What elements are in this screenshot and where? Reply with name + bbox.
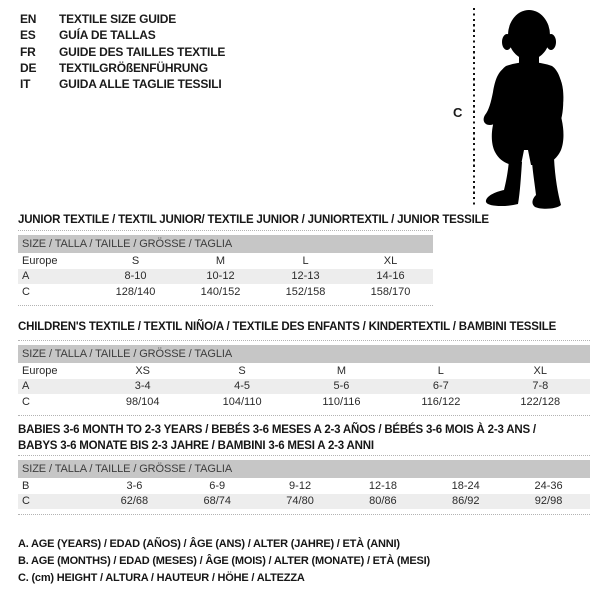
table-row: [18, 394, 590, 410]
value-cell: 92/98: [507, 494, 590, 510]
value-cell: 80/86: [341, 494, 424, 510]
baby-silhouette: [477, 4, 595, 216]
value-cell: 24-36: [534, 479, 563, 492]
size-table: [18, 345, 590, 410]
language-row: [20, 11, 225, 27]
value-cell: XL: [383, 254, 398, 267]
value-cell: 74/80: [259, 494, 342, 510]
value-cell: 3-6: [126, 479, 143, 492]
row-label-cell: Europe: [22, 364, 58, 377]
junior-table-title: JUNIOR TEXTILE / TEXTIL JUNIOR/ TEXTILE JUNIOR / JUNIORTEXTIL / JUNIOR TESSILE: [18, 214, 489, 226]
row-label-cell: A: [18, 379, 93, 395]
value-cell: XL: [533, 364, 548, 377]
value-cell: 14-16: [348, 269, 433, 285]
value-cell: M: [215, 254, 226, 267]
value-cell: 12-18: [368, 479, 397, 492]
table-row: [18, 253, 433, 269]
value-cell: 86/92: [424, 494, 507, 510]
table-row: [18, 284, 433, 300]
value-cell: 116/122: [421, 395, 461, 408]
row-label-cell: C: [22, 285, 30, 298]
value-cell: 140/152: [200, 285, 241, 298]
value-cell: 152/158: [285, 285, 326, 298]
language-row: [20, 60, 225, 76]
height-marker-label: C: [453, 105, 463, 120]
value-cell: S: [238, 364, 246, 377]
size-table: [18, 235, 433, 300]
table-row: [18, 269, 433, 285]
height-measure-line: [473, 8, 475, 207]
value-cell: S: [131, 254, 140, 267]
row-label-cell: Europe: [22, 254, 58, 267]
language-title-block: [20, 11, 225, 92]
value-cell: 4-5: [192, 379, 291, 395]
language-title: TEXTILE SIZE GUIDE: [59, 12, 177, 26]
language-code: IT: [20, 77, 31, 92]
size-table: [18, 460, 590, 509]
value-cell: 128/140: [115, 285, 156, 298]
size-header-bar: SIZE / TALLA / TAILLE / GRÖSSE / TAGLIA: [18, 345, 590, 363]
size-header-bar: SIZE / TALLA / TAILLE / GRÖSSE / TAGLIA: [18, 235, 433, 253]
table-row: [18, 478, 590, 494]
row-label-cell: A: [18, 269, 93, 285]
value-cell: 9-12: [289, 479, 312, 492]
value-cell: 18-24: [451, 479, 480, 492]
children-size-table: [18, 340, 590, 416]
row-label-cell: B: [22, 479, 30, 492]
row-label-cell: C: [18, 494, 93, 510]
value-cell: 5-6: [292, 379, 391, 395]
language-row: [20, 76, 225, 92]
size-header-bar: SIZE / TALLA / TAILLE / GRÖSSE / TAGLIA: [18, 460, 590, 478]
language-row: [20, 27, 225, 43]
language-row: [20, 44, 225, 60]
footnote-a: A. AGE (YEARS) / EDAD (AÑOS) / ÂGE (ANS) / ALTER (JAHRE) / ETÀ (ANNI): [18, 538, 400, 550]
value-cell: M: [336, 364, 347, 377]
value-cell: 110/116: [322, 395, 361, 408]
value-cell: 12-13: [263, 269, 348, 285]
value-cell: 98/104: [125, 395, 160, 408]
language-title: GUIDA ALLE TAGLIE TESSILI: [59, 77, 222, 92]
table-row: [18, 494, 590, 510]
babies-size-table: [18, 455, 590, 515]
value-cell: 158/170: [370, 285, 411, 298]
footnotes: [18, 536, 430, 586]
junior-size-table: [18, 230, 433, 306]
language-title: GUÍA DE TALLAS: [59, 28, 156, 43]
value-cell: 122/128: [520, 395, 561, 408]
footnote-c: C. (cm) HEIGHT / ALTURA / HAUTEUR / HÖHE / ALTEZZA: [18, 571, 305, 584]
value-cell: 10-12: [178, 269, 263, 285]
value-cell: L: [437, 364, 444, 377]
row-label-cell: C: [22, 395, 30, 408]
children-table-title: CHILDREN'S TEXTILE / TEXTIL NIÑO/A / TEXTILE DES ENFANTS / KINDERTEXTIL / BAMBINI TESSILE: [18, 321, 557, 333]
value-cell: 7-8: [491, 379, 590, 395]
footnote-b: B. AGE (MONTHS) / EDAD (MESES) / ÂGE (MOIS) / ALTER (MONATE) / ETÀ (MESI): [18, 554, 430, 567]
value-cell: 68/74: [176, 494, 259, 510]
language-code: DE: [20, 60, 37, 75]
value-cell: 3-4: [93, 379, 192, 395]
language-title: GUIDE DES TAILLES TEXTILE: [59, 44, 226, 59]
babies-table-title: BABIES 3-6 MONTH TO 2-3 YEARS / BEBÉS 3-6 MESES A 2-3 AÑOS / BÉBÉS 3-6 MOIS À 2-3 ANS / BABYS 3-6 MONATE BIS 2-3 JAHRE / BAMBINI 3-6 MESI A 2-3 ANNI: [18, 424, 536, 452]
language-code: ES: [20, 28, 36, 43]
table-row: [18, 363, 590, 379]
value-cell: XS: [135, 364, 151, 377]
value-cell: L: [302, 254, 309, 267]
value-cell: 8-10: [93, 269, 178, 285]
language-code: EN: [20, 12, 37, 26]
value-cell: 104/110: [222, 395, 262, 408]
value-cell: 6-7: [391, 379, 490, 395]
language-code: FR: [20, 44, 36, 59]
language-title: TEXTILGRÖßENFÜHRUNG: [59, 60, 208, 75]
value-cell: 62/68: [93, 494, 176, 510]
value-cell: 6-9: [209, 479, 226, 492]
table-row: [18, 379, 590, 395]
